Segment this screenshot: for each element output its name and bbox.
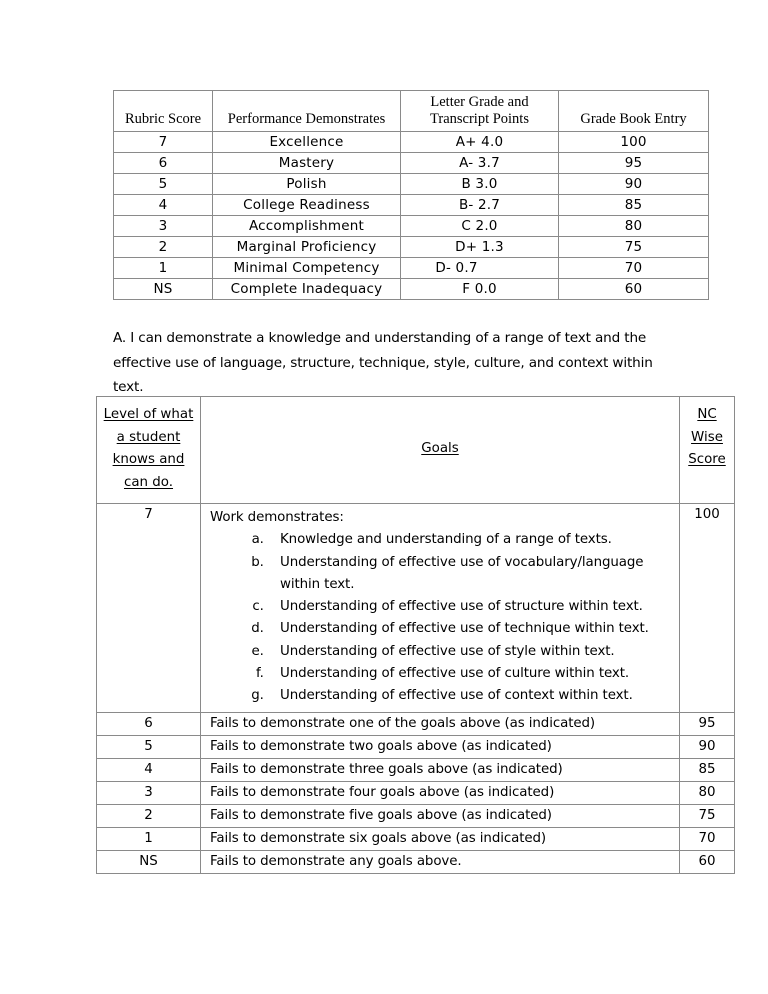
cell-rubric-score: 6 (114, 153, 213, 174)
table-row (97, 804, 735, 827)
table-row (114, 174, 709, 195)
list-item: a. Knowledge and understanding of a range of texts. (268, 529, 675, 551)
cell-letter-grade: A- 3.7 (401, 153, 559, 174)
cell-nc-wise-score: 95 (680, 712, 735, 735)
cell-rubric-score: 2 (114, 237, 213, 258)
column-header-goals (201, 397, 680, 504)
table-header-row (114, 91, 709, 132)
letter-grade-header-line2: Transcript Points (430, 111, 529, 128)
cell-goal: Fails to demonstrate any goals above. (201, 850, 680, 873)
cell-letter-grade: B- 2.7 (401, 195, 559, 216)
table-row (114, 195, 709, 216)
table-row (114, 258, 709, 279)
list-item: c. Understanding of effective use of structure within text. (268, 596, 675, 618)
objective-statement-a: A. I can demonstrate a knowledge and understanding of a range of text and the effective use of language, structure, technique, style, culture, and context within text. (113, 330, 653, 395)
table-row (114, 237, 709, 258)
cell-level: 7 (97, 504, 201, 713)
cell-level: 5 (97, 735, 201, 758)
table-row (97, 781, 735, 804)
cell-nc-wise-score: 90 (680, 735, 735, 758)
score-header-line3: Score (688, 452, 726, 467)
cell-rubric-score: 4 (114, 195, 213, 216)
table-row (97, 827, 735, 850)
cell-goals-detail (201, 504, 680, 713)
list-item: b. Understanding of effective use of vocabulary/language within text. (268, 552, 675, 597)
column-header-rubric-score: Rubric Score (114, 91, 213, 132)
table-row (97, 758, 735, 781)
cell-letter-grade: C 2.0 (401, 216, 559, 237)
grade-scale-table (113, 90, 709, 300)
cell-level: NS (97, 850, 201, 873)
cell-rubric-score: 5 (114, 174, 213, 195)
table-row (114, 132, 709, 153)
cell-letter-grade: D+ 1.3 (401, 237, 559, 258)
goals-sub-list (210, 529, 675, 707)
table-row (114, 279, 709, 300)
cell-goal: Fails to demonstrate six goals above (as indicated) (201, 827, 680, 850)
cell-goal: Fails to demonstrate four goals above (as indicated) (201, 781, 680, 804)
grade-scale-body (114, 132, 709, 300)
cell-letter-grade: D- 0.7 (401, 258, 559, 279)
goals-intro-text: Work demonstrates: (210, 510, 344, 525)
cell-rubric-score: 3 (114, 216, 213, 237)
table-row (97, 712, 735, 735)
score-header-line2: Wise (691, 429, 723, 445)
level-header-lines (100, 404, 197, 494)
cell-grade-book-entry: 100 (559, 132, 709, 153)
list-item: g. Understanding of effective use of context within text. (268, 685, 675, 707)
cell-performance: College Readiness (213, 195, 401, 216)
cell-level: 3 (97, 781, 201, 804)
column-header-level (97, 397, 201, 504)
cell-performance: Marginal Proficiency (213, 237, 401, 258)
cell-rubric-score: 7 (114, 132, 213, 153)
goals-header-label: Goals (421, 440, 459, 456)
cell-letter-grade: F 0.0 (401, 279, 559, 300)
cell-goal: Fails to demonstrate two goals above (as indicated) (201, 735, 680, 758)
cell-nc-wise-score: 70 (680, 827, 735, 850)
cell-letter-grade: B 3.0 (401, 174, 559, 195)
table-row (97, 735, 735, 758)
column-header-grade-book-entry: Grade Book Entry (559, 91, 709, 132)
list-item: e. Understanding of effective use of style within text. (268, 641, 675, 663)
table-row-level-7 (97, 504, 735, 713)
cell-level: 6 (97, 712, 201, 735)
cell-grade-book-entry: 80 (559, 216, 709, 237)
table-row (114, 153, 709, 174)
level-header-line2: a student (116, 429, 181, 445)
cell-grade-book-entry: 60 (559, 279, 709, 300)
goals-rubric-body (97, 504, 735, 874)
cell-rubric-score: NS (114, 279, 213, 300)
goals-rubric-table (96, 396, 735, 874)
cell-level: 1 (97, 827, 201, 850)
cell-nc-wise-score: 85 (680, 758, 735, 781)
column-header-letter-grade (401, 91, 559, 132)
score-header-line1: NC (697, 407, 717, 422)
cell-goal: Fails to demonstrate five goals above (as indicated) (201, 804, 680, 827)
cell-performance: Mastery (213, 153, 401, 174)
level-header-line4: can do. (123, 474, 174, 490)
level-header-line1: Level of what (103, 407, 194, 422)
cell-grade-book-entry: 95 (559, 153, 709, 174)
table-row (114, 216, 709, 237)
cell-grade-book-entry: 75 (559, 237, 709, 258)
cell-grade-book-entry: 90 (559, 174, 709, 195)
cell-goal: Fails to demonstrate three goals above (as indicated) (201, 758, 680, 781)
cell-performance: Polish (213, 174, 401, 195)
cell-rubric-score: 1 (114, 258, 213, 279)
table-header-row (97, 397, 735, 504)
column-header-nc-wise-score (680, 397, 735, 504)
cell-letter-grade: A+ 4.0 (401, 132, 559, 153)
cell-level: 2 (97, 804, 201, 827)
cell-level: 4 (97, 758, 201, 781)
cell-performance: Complete Inadequacy (213, 279, 401, 300)
cell-grade-book-entry: 70 (559, 258, 709, 279)
cell-performance: Excellence (213, 132, 401, 153)
table-row (97, 850, 735, 873)
list-item: f. Understanding of effective use of culture within text. (268, 663, 675, 685)
cell-performance: Accomplishment (213, 216, 401, 237)
column-header-performance-demonstrates: Performance Demonstrates (213, 91, 401, 132)
cell-goal: Fails to demonstrate one of the goals above (as indicated) (201, 712, 680, 735)
level-header-line3: knows and (112, 452, 185, 467)
letter-grade-header-line1: Letter Grade and (430, 94, 529, 110)
score-header-lines (683, 404, 731, 472)
cell-grade-book-entry: 85 (559, 195, 709, 216)
cell-performance: Minimal Competency (213, 258, 401, 279)
cell-nc-wise-score: 80 (680, 781, 735, 804)
list-item: d. Understanding of effective use of technique within text. (268, 618, 675, 640)
cell-nc-wise-score: 75 (680, 804, 735, 827)
cell-nc-wise-score: 100 (680, 504, 735, 713)
cell-nc-wise-score: 60 (680, 850, 735, 873)
